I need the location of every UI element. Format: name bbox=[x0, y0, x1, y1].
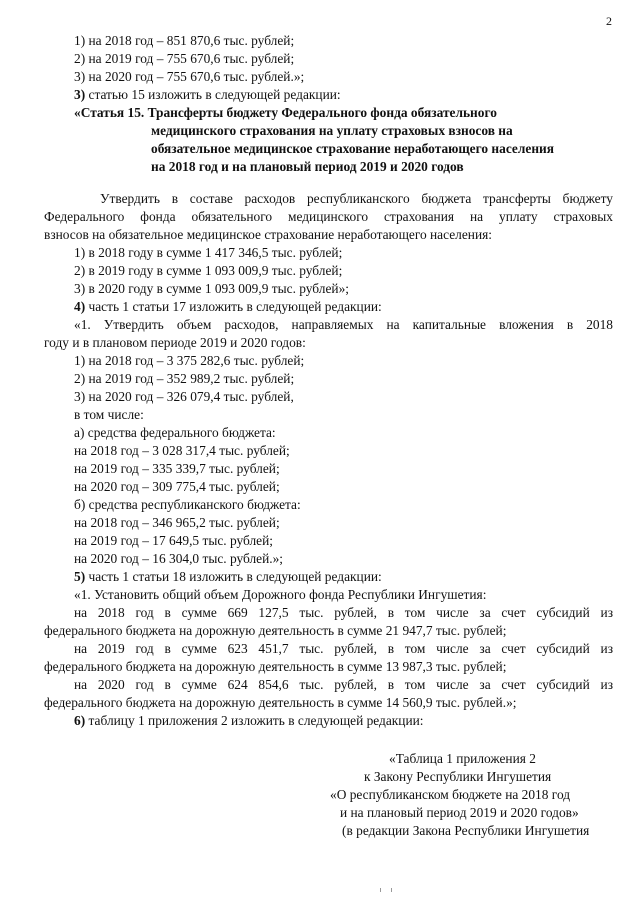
page-number: 2 bbox=[606, 14, 612, 28]
article-15-heading-3: обязательное медицинское страхование неработающего населения bbox=[151, 141, 554, 156]
item-5-text: часть 1 статьи 18 изложить в следующей редакции: bbox=[85, 569, 382, 584]
article-15-heading: «Статья 15. Трансферты бюджету Федерального фонда обязательного bbox=[74, 105, 497, 120]
article-15-heading-4: на 2018 год и на плановый период 2019 и 2020 годов bbox=[151, 159, 464, 174]
list-item: 1) на 2018 год – 3 375 282,6 тыс. рублей; bbox=[74, 353, 305, 368]
line-2019-amount: 2) на 2019 год – 755 670,6 тыс. рублей; bbox=[74, 51, 295, 66]
list-item: на 2019 год – 17 649,5 тыс. рублей; bbox=[74, 533, 273, 548]
list-item: на 2018 год – 3 028 317,4 тыс. рублей; bbox=[74, 443, 290, 458]
paragraph-line: на 2020 год в сумме 624 854,6 тыс. рублей, в том числе за счет субсидий из bbox=[74, 677, 613, 692]
item-4-line bbox=[74, 299, 382, 315]
paragraph-line: Утвердить в составе расходов республиканского бюджета трансферты бюджету bbox=[100, 191, 613, 206]
item-3-line bbox=[74, 87, 341, 103]
paragraph-line: году и в плановом периоде 2019 и 2020 годов: bbox=[44, 335, 306, 350]
paragraph-line: федерального бюджета на дорожную деятельность в сумме 14 560,9 тыс. рублей.»; bbox=[44, 695, 517, 710]
table-caption-line: к Закону Республики Ингушетия bbox=[364, 769, 552, 784]
paragraph-line: «1. Установить общий объем Дорожного фонда Республики Ингушетия: bbox=[74, 587, 487, 602]
list-item: 3) на 2020 год – 326 079,4 тыс. рублей, bbox=[74, 389, 294, 404]
item-5-line bbox=[74, 569, 382, 585]
paragraph-line: федерального бюджета на дорожную деятельность в сумме 21 947,7 тыс. рублей; bbox=[44, 623, 507, 638]
article-15-heading-2: медицинского страхования на уплату страховых взносов на bbox=[151, 123, 513, 138]
table-caption-line: (в редакции Закона Республики Ингушетия bbox=[342, 823, 590, 838]
paragraph-line: Федерального фонда обязательного медицинского страхования на уплату страховых bbox=[44, 209, 613, 224]
item-4-text: часть 1 статьи 17 изложить в следующей редакции: bbox=[85, 299, 382, 314]
item-5-number: 5) bbox=[74, 569, 86, 584]
list-item: на 2019 год – 335 339,7 тыс. рублей; bbox=[74, 461, 280, 476]
list-item: в том числе: bbox=[74, 407, 144, 422]
item-6-line bbox=[74, 713, 424, 729]
item-6-text: таблицу 1 приложения 2 изложить в следующей редакции: bbox=[85, 713, 424, 728]
paragraph-line: взносов на обязательное медицинское страхование неработающего населения: bbox=[44, 227, 493, 242]
table-caption-line: «О республиканском бюджете на 2018 год bbox=[330, 787, 571, 802]
paragraph-line: на 2019 год в сумме 623 451,7 тыс. рублей, в том числе за счет субсидий из bbox=[74, 641, 613, 656]
list-item: на 2018 год – 346 965,2 тыс. рублей; bbox=[74, 515, 280, 530]
list-item: 2) на 2019 год – 352 989,2 тыс. рублей; bbox=[74, 371, 295, 386]
line-2018-amount: 1) на 2018 год – 851 870,6 тыс. рублей; bbox=[74, 33, 295, 48]
list-item: 1) в 2018 году в сумме 1 417 346,5 тыс. рублей; bbox=[74, 245, 343, 260]
item-3-number: 3) bbox=[74, 87, 86, 102]
paragraph-line: «1. Утвердить объем расходов, направляемых на капитальные вложения в 2018 bbox=[74, 317, 613, 332]
list-item: 3) в 2020 году в сумме 1 093 009,9 тыс. рублей»; bbox=[74, 281, 349, 296]
list-item: а) средства федерального бюджета: bbox=[74, 425, 276, 440]
table-caption-line: и на плановый период 2019 и 2020 годов» bbox=[340, 805, 579, 820]
paragraph-line: федерального бюджета на дорожную деятельность в сумме 13 987,3 тыс. рублей; bbox=[44, 659, 507, 674]
list-item: на 2020 год – 309 775,4 тыс. рублей; bbox=[74, 479, 280, 494]
list-item: б) средства республиканского бюджета: bbox=[74, 497, 301, 512]
item-6-number: 6) bbox=[74, 713, 86, 728]
list-item: 2) в 2019 году в сумме 1 093 009,9 тыс. рублей; bbox=[74, 263, 343, 278]
line-2020-amount: 3) на 2020 год – 755 670,6 тыс. рублей.»; bbox=[74, 69, 305, 84]
scan-artifact bbox=[380, 888, 392, 892]
table-caption-line: «Таблица 1 приложения 2 bbox=[389, 751, 536, 766]
item-4-number: 4) bbox=[74, 299, 86, 314]
list-item: на 2020 год – 16 304,0 тыс. рублей.»; bbox=[74, 551, 284, 566]
item-3-text: статью 15 изложить в следующей редакции: bbox=[85, 87, 341, 102]
paragraph-line: на 2018 год в сумме 669 127,5 тыс. рублей, в том числе за счет субсидий из bbox=[74, 605, 613, 620]
